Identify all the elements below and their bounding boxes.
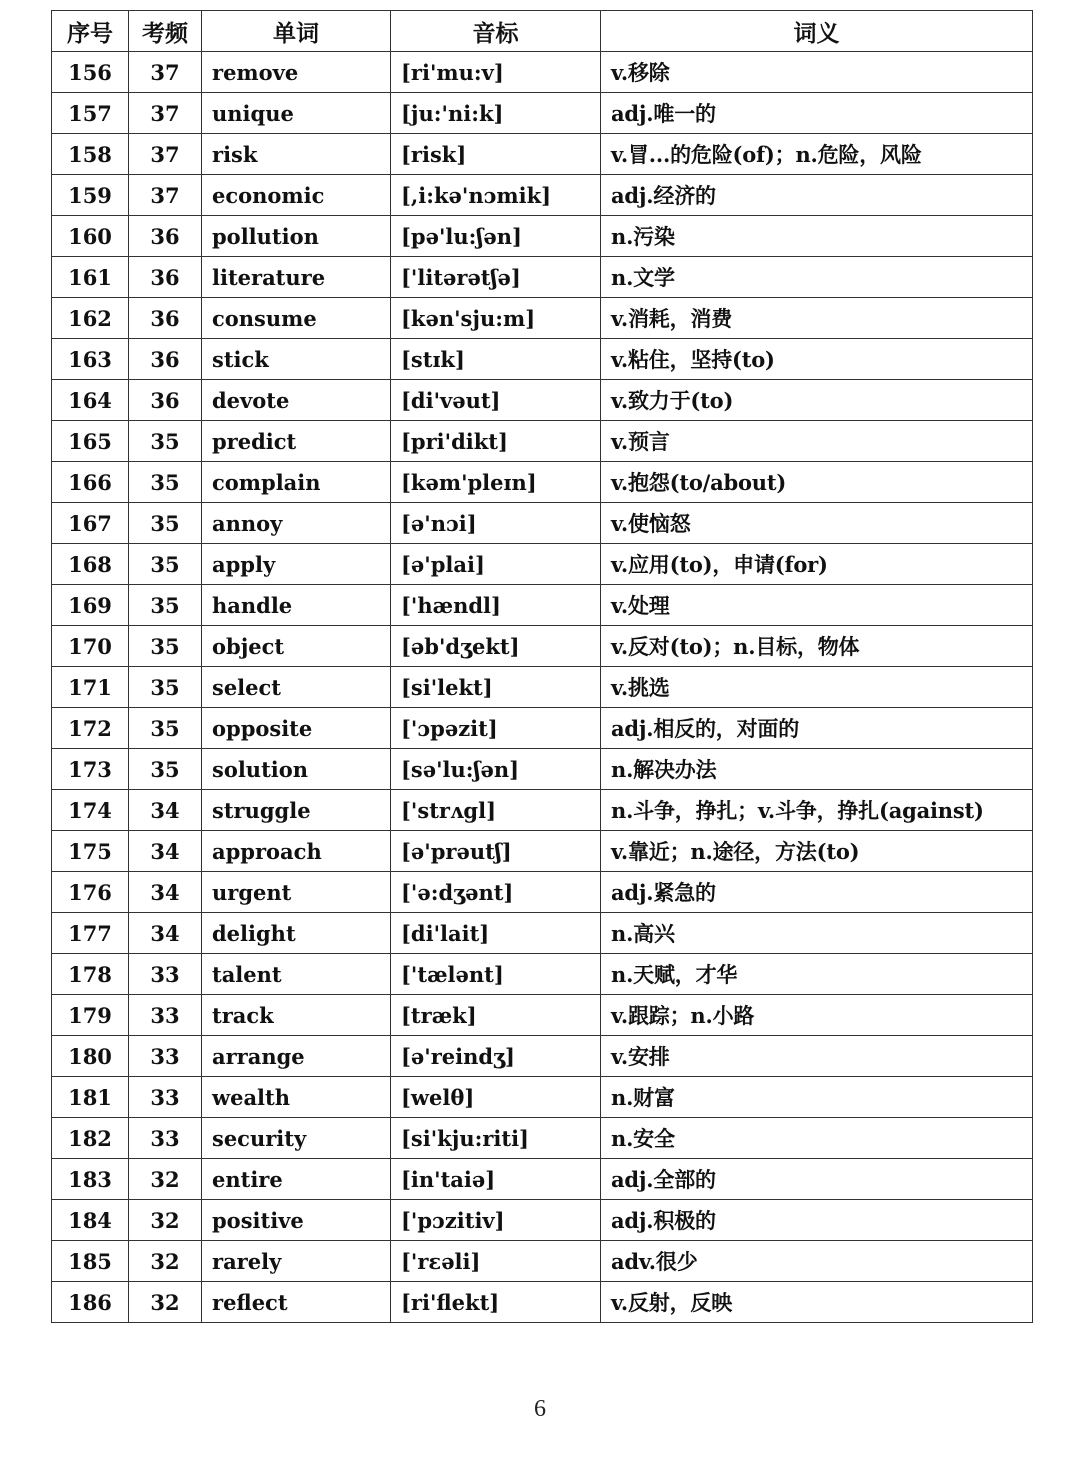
cell-phonetic: [di'lait] bbox=[391, 913, 601, 954]
cell-frequency: 37 bbox=[129, 93, 202, 134]
cell-word: arrange bbox=[202, 1036, 391, 1077]
cell-number: 163 bbox=[52, 339, 129, 380]
cell-frequency: 34 bbox=[129, 913, 202, 954]
table-row bbox=[52, 1118, 1033, 1159]
cell-meaning: v.预言 bbox=[601, 421, 1033, 462]
cell-word: annoy bbox=[202, 503, 391, 544]
cell-meaning: v.使恼怒 bbox=[601, 503, 1033, 544]
cell-meaning: v.应用(to)，申请(for) bbox=[601, 544, 1033, 585]
cell-number: 177 bbox=[52, 913, 129, 954]
cell-frequency: 32 bbox=[129, 1241, 202, 1282]
cell-phonetic: [in'taiə] bbox=[391, 1159, 601, 1200]
table-row bbox=[52, 421, 1033, 462]
cell-word: struggle bbox=[202, 790, 391, 831]
page-number: 6 bbox=[534, 1396, 546, 1422]
cell-word: economic bbox=[202, 175, 391, 216]
cell-number: 158 bbox=[52, 134, 129, 175]
cell-frequency: 36 bbox=[129, 257, 202, 298]
table-row bbox=[52, 257, 1033, 298]
table-row bbox=[52, 954, 1033, 995]
cell-number: 171 bbox=[52, 667, 129, 708]
cell-word: track bbox=[202, 995, 391, 1036]
cell-frequency: 35 bbox=[129, 462, 202, 503]
cell-meaning: v.处理 bbox=[601, 585, 1033, 626]
cell-phonetic: [pri'dikt] bbox=[391, 421, 601, 462]
cell-number: 173 bbox=[52, 749, 129, 790]
cell-frequency: 36 bbox=[129, 298, 202, 339]
header-phonetic: 音标 bbox=[391, 11, 601, 52]
cell-phonetic: [ə'plai] bbox=[391, 544, 601, 585]
cell-word: apply bbox=[202, 544, 391, 585]
cell-meaning: v.挑选 bbox=[601, 667, 1033, 708]
cell-meaning: adj.积极的 bbox=[601, 1200, 1033, 1241]
table-row bbox=[52, 913, 1033, 954]
cell-number: 178 bbox=[52, 954, 129, 995]
cell-phonetic: [ju:'ni:k] bbox=[391, 93, 601, 134]
cell-phonetic: ['strʌgl] bbox=[391, 790, 601, 831]
cell-word: object bbox=[202, 626, 391, 667]
cell-phonetic: ['tælənt] bbox=[391, 954, 601, 995]
table-row bbox=[52, 298, 1033, 339]
table-row bbox=[52, 1282, 1033, 1323]
table-row bbox=[52, 1200, 1033, 1241]
table-row bbox=[52, 544, 1033, 585]
cell-number: 159 bbox=[52, 175, 129, 216]
header-frequency: 考频 bbox=[129, 11, 202, 52]
cell-phonetic: ['pɔzitiv] bbox=[391, 1200, 601, 1241]
cell-frequency: 37 bbox=[129, 134, 202, 175]
cell-meaning: v.冒...的危险(of)；n.危险，风险 bbox=[601, 134, 1033, 175]
cell-meaning: adj.经济的 bbox=[601, 175, 1033, 216]
header-meaning: 词义 bbox=[601, 11, 1033, 52]
cell-number: 164 bbox=[52, 380, 129, 421]
cell-word: devote bbox=[202, 380, 391, 421]
cell-word: solution bbox=[202, 749, 391, 790]
cell-meaning: v.粘住，坚持(to) bbox=[601, 339, 1033, 380]
cell-meaning: n.高兴 bbox=[601, 913, 1033, 954]
cell-frequency: 35 bbox=[129, 749, 202, 790]
cell-number: 182 bbox=[52, 1118, 129, 1159]
table-row bbox=[52, 1241, 1033, 1282]
cell-frequency: 37 bbox=[129, 175, 202, 216]
cell-word: wealth bbox=[202, 1077, 391, 1118]
cell-number: 185 bbox=[52, 1241, 129, 1282]
cell-frequency: 36 bbox=[129, 339, 202, 380]
table-body bbox=[52, 52, 1033, 1323]
cell-number: 166 bbox=[52, 462, 129, 503]
cell-number: 168 bbox=[52, 544, 129, 585]
cell-phonetic: [pə'lu:ʃən] bbox=[391, 216, 601, 257]
cell-phonetic: [ə'reindʒ] bbox=[391, 1036, 601, 1077]
cell-word: consume bbox=[202, 298, 391, 339]
cell-meaning: v.反对(to)；n.目标，物体 bbox=[601, 626, 1033, 667]
table-row bbox=[52, 1077, 1033, 1118]
cell-phonetic: [stɪk] bbox=[391, 339, 601, 380]
table-row bbox=[52, 503, 1033, 544]
cell-meaning: adj.全部的 bbox=[601, 1159, 1033, 1200]
cell-meaning: adv.很少 bbox=[601, 1241, 1033, 1282]
table-row bbox=[52, 216, 1033, 257]
cell-meaning: n.污染 bbox=[601, 216, 1033, 257]
cell-phonetic: ['rɛəli] bbox=[391, 1241, 601, 1282]
table-row bbox=[52, 749, 1033, 790]
table-header-row bbox=[52, 11, 1033, 52]
cell-word: remove bbox=[202, 52, 391, 93]
cell-meaning: n.财富 bbox=[601, 1077, 1033, 1118]
cell-phonetic: [kəm'pleɪn] bbox=[391, 462, 601, 503]
cell-frequency: 35 bbox=[129, 626, 202, 667]
cell-meaning: adj.相反的，对面的 bbox=[601, 708, 1033, 749]
cell-phonetic: [ə'prəutʃ] bbox=[391, 831, 601, 872]
header-word: 单词 bbox=[202, 11, 391, 52]
cell-word: unique bbox=[202, 93, 391, 134]
cell-number: 156 bbox=[52, 52, 129, 93]
cell-frequency: 33 bbox=[129, 1077, 202, 1118]
cell-word: complain bbox=[202, 462, 391, 503]
cell-word: entire bbox=[202, 1159, 391, 1200]
cell-phonetic: [træk] bbox=[391, 995, 601, 1036]
cell-phonetic: [si'lekt] bbox=[391, 667, 601, 708]
vocabulary-table bbox=[51, 10, 1033, 1323]
cell-phonetic: [ə'nɔi] bbox=[391, 503, 601, 544]
table-row bbox=[52, 708, 1033, 749]
cell-number: 186 bbox=[52, 1282, 129, 1323]
cell-phonetic: [ri'mu:v] bbox=[391, 52, 601, 93]
cell-frequency: 37 bbox=[129, 52, 202, 93]
cell-phonetic: ['ɔpəzit] bbox=[391, 708, 601, 749]
table-row bbox=[52, 667, 1033, 708]
cell-word: delight bbox=[202, 913, 391, 954]
cell-frequency: 33 bbox=[129, 995, 202, 1036]
cell-number: 180 bbox=[52, 1036, 129, 1077]
cell-number: 172 bbox=[52, 708, 129, 749]
cell-number: 181 bbox=[52, 1077, 129, 1118]
cell-phonetic: [kən'sju:m] bbox=[391, 298, 601, 339]
cell-number: 162 bbox=[52, 298, 129, 339]
cell-frequency: 35 bbox=[129, 708, 202, 749]
cell-number: 161 bbox=[52, 257, 129, 298]
cell-word: talent bbox=[202, 954, 391, 995]
cell-frequency: 33 bbox=[129, 1118, 202, 1159]
cell-frequency: 35 bbox=[129, 421, 202, 462]
cell-number: 165 bbox=[52, 421, 129, 462]
table-row bbox=[52, 380, 1033, 421]
cell-word: pollution bbox=[202, 216, 391, 257]
cell-frequency: 33 bbox=[129, 1036, 202, 1077]
cell-phonetic: [risk] bbox=[391, 134, 601, 175]
cell-meaning: n.斗争，挣扎；v.斗争，挣扎(against) bbox=[601, 790, 1033, 831]
table-row bbox=[52, 790, 1033, 831]
cell-word: positive bbox=[202, 1200, 391, 1241]
table-row bbox=[52, 134, 1033, 175]
cell-number: 157 bbox=[52, 93, 129, 134]
cell-number: 174 bbox=[52, 790, 129, 831]
cell-word: urgent bbox=[202, 872, 391, 913]
cell-frequency: 36 bbox=[129, 380, 202, 421]
cell-number: 160 bbox=[52, 216, 129, 257]
cell-frequency: 36 bbox=[129, 216, 202, 257]
cell-number: 167 bbox=[52, 503, 129, 544]
cell-phonetic: ['litərətʃə] bbox=[391, 257, 601, 298]
cell-phonetic: [si'kju:riti] bbox=[391, 1118, 601, 1159]
table-row bbox=[52, 93, 1033, 134]
cell-word: security bbox=[202, 1118, 391, 1159]
cell-frequency: 32 bbox=[129, 1200, 202, 1241]
cell-meaning: v.安排 bbox=[601, 1036, 1033, 1077]
cell-frequency: 32 bbox=[129, 1159, 202, 1200]
cell-meaning: n.安全 bbox=[601, 1118, 1033, 1159]
header-number: 序号 bbox=[52, 11, 129, 52]
table-row bbox=[52, 585, 1033, 626]
cell-frequency: 34 bbox=[129, 790, 202, 831]
cell-frequency: 35 bbox=[129, 544, 202, 585]
cell-meaning: v.靠近；n.途径，方法(to) bbox=[601, 831, 1033, 872]
cell-phonetic: [welθ] bbox=[391, 1077, 601, 1118]
cell-number: 176 bbox=[52, 872, 129, 913]
cell-frequency: 34 bbox=[129, 872, 202, 913]
table-row bbox=[52, 339, 1033, 380]
cell-number: 170 bbox=[52, 626, 129, 667]
cell-frequency: 33 bbox=[129, 954, 202, 995]
table-row bbox=[52, 831, 1033, 872]
cell-phonetic: [əb'dʒekt] bbox=[391, 626, 601, 667]
cell-word: rarely bbox=[202, 1241, 391, 1282]
cell-meaning: n.天赋，才华 bbox=[601, 954, 1033, 995]
cell-number: 179 bbox=[52, 995, 129, 1036]
cell-phonetic: [ri'flekt] bbox=[391, 1282, 601, 1323]
cell-meaning: v.跟踪；n.小路 bbox=[601, 995, 1033, 1036]
cell-phonetic: [sə'lu:ʃən] bbox=[391, 749, 601, 790]
cell-meaning: n.解决办法 bbox=[601, 749, 1033, 790]
table-row bbox=[52, 626, 1033, 667]
cell-phonetic: ['ə:dʒənt] bbox=[391, 872, 601, 913]
cell-word: stick bbox=[202, 339, 391, 380]
cell-meaning: n.文学 bbox=[601, 257, 1033, 298]
cell-meaning: v.反射，反映 bbox=[601, 1282, 1033, 1323]
table-row bbox=[52, 462, 1033, 503]
cell-number: 183 bbox=[52, 1159, 129, 1200]
table-row bbox=[52, 872, 1033, 913]
cell-meaning: v.致力于(to) bbox=[601, 380, 1033, 421]
cell-meaning: v.抱怨(to/about) bbox=[601, 462, 1033, 503]
cell-number: 175 bbox=[52, 831, 129, 872]
cell-word: opposite bbox=[202, 708, 391, 749]
cell-frequency: 34 bbox=[129, 831, 202, 872]
cell-frequency: 35 bbox=[129, 503, 202, 544]
cell-word: predict bbox=[202, 421, 391, 462]
cell-word: risk bbox=[202, 134, 391, 175]
cell-number: 184 bbox=[52, 1200, 129, 1241]
table-row bbox=[52, 995, 1033, 1036]
cell-phonetic: ['hændl] bbox=[391, 585, 601, 626]
cell-meaning: adj.唯一的 bbox=[601, 93, 1033, 134]
cell-word: literature bbox=[202, 257, 391, 298]
table-row bbox=[52, 52, 1033, 93]
cell-frequency: 32 bbox=[129, 1282, 202, 1323]
cell-phonetic: [di'vəut] bbox=[391, 380, 601, 421]
cell-word: handle bbox=[202, 585, 391, 626]
cell-number: 169 bbox=[52, 585, 129, 626]
cell-word: approach bbox=[202, 831, 391, 872]
cell-word: select bbox=[202, 667, 391, 708]
cell-meaning: adj.紧急的 bbox=[601, 872, 1033, 913]
cell-meaning: v.移除 bbox=[601, 52, 1033, 93]
table-row bbox=[52, 175, 1033, 216]
cell-frequency: 35 bbox=[129, 585, 202, 626]
cell-frequency: 35 bbox=[129, 667, 202, 708]
table-row bbox=[52, 1159, 1033, 1200]
cell-meaning: v.消耗，消费 bbox=[601, 298, 1033, 339]
cell-phonetic: [,i:kə'nɔmik] bbox=[391, 175, 601, 216]
table-row bbox=[52, 1036, 1033, 1077]
cell-word: reflect bbox=[202, 1282, 391, 1323]
